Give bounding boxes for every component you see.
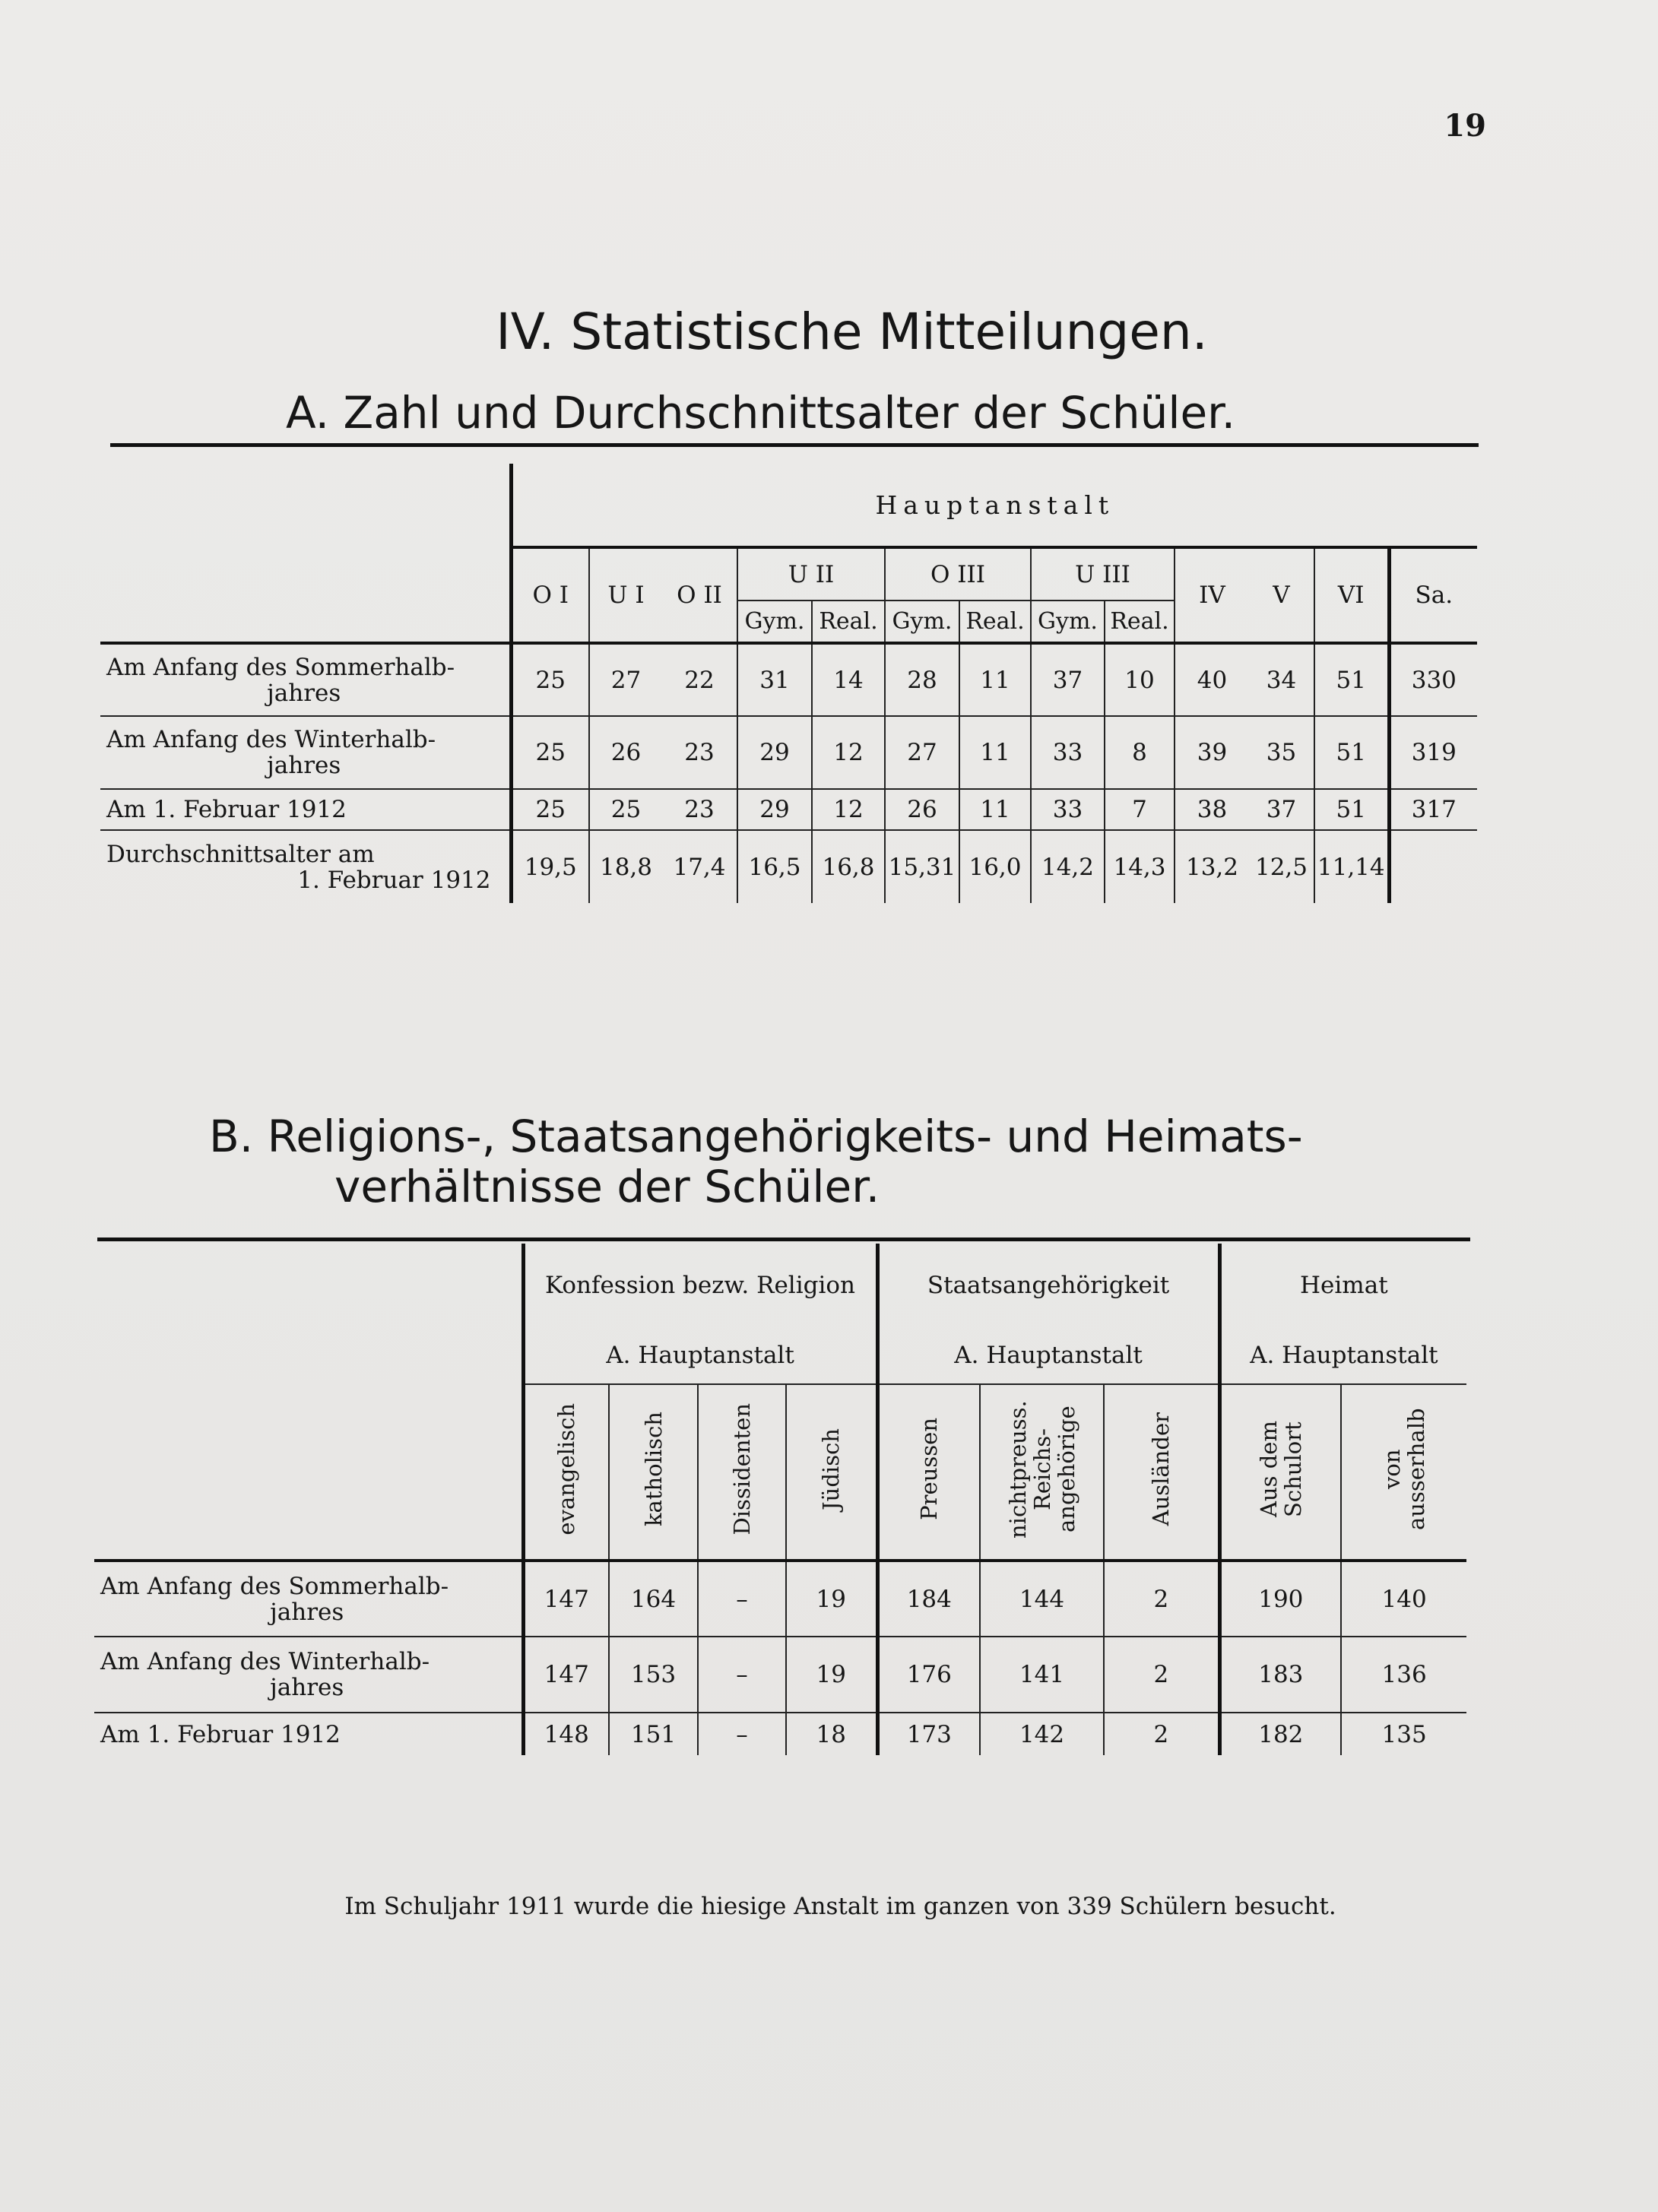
table-cell: 16,5 (737, 830, 812, 903)
table-cell: 10 (1105, 643, 1175, 716)
table-cell: 147 (523, 1561, 609, 1637)
table-row (94, 1637, 1466, 1713)
group-header-konfession: Konfession bezw. Religion (523, 1244, 877, 1327)
column-header (786, 1384, 877, 1561)
sub-header-gym: Gym. (1031, 601, 1105, 643)
group-sub-hauptanstalt: A. Hauptanstalt (1219, 1327, 1466, 1384)
table-a-corner (100, 464, 511, 643)
page-number: 19 (1444, 108, 1486, 144)
col-header-uii: U II (737, 547, 885, 601)
table-cell: 26 (885, 789, 959, 830)
table-cell: 25 (589, 789, 662, 830)
table-cell: 136 (1341, 1637, 1466, 1713)
sub-header-real: Real. (1105, 601, 1175, 643)
table-cell: 19,5 (511, 830, 589, 903)
table-cell: – (698, 1561, 786, 1637)
col-header-sa: Sa. (1389, 547, 1477, 643)
table-b-corner (94, 1244, 523, 1561)
table-cell: 27 (589, 643, 662, 716)
table-cell: 51 (1314, 789, 1389, 830)
table-cell: 151 (609, 1713, 698, 1755)
table-cell: 39 (1175, 716, 1249, 789)
column-header-label: evangelisch (553, 1402, 580, 1535)
table-cell: 144 (980, 1561, 1104, 1637)
col-header-vi: VI (1314, 547, 1389, 643)
table-cell: 317 (1389, 789, 1477, 830)
sub-header-gym: Gym. (885, 601, 959, 643)
col-header-uiii: U III (1031, 547, 1175, 601)
table-cell: 2 (1104, 1713, 1219, 1755)
table-cell: 11 (959, 789, 1031, 830)
table-cell: 14,2 (1031, 830, 1105, 903)
table-cell: 164 (609, 1561, 698, 1637)
table-a-group-header: Hauptanstalt (511, 464, 1477, 547)
table-cell (1389, 830, 1477, 903)
column-header-label: Dissidenten (729, 1402, 755, 1535)
table-cell: 18 (786, 1713, 877, 1755)
col-header-ui: U I (589, 547, 662, 643)
table-cell: 176 (877, 1637, 980, 1713)
group-sub-hauptanstalt: A. Hauptanstalt (877, 1327, 1219, 1384)
col-header-oiii: O III (885, 547, 1031, 601)
column-header-label: Jüdisch (818, 1428, 845, 1510)
table-cell: 14 (812, 643, 885, 716)
table-cell: 37 (1031, 643, 1105, 716)
table-cell: 38 (1175, 789, 1249, 830)
table-row (100, 643, 1477, 716)
column-header-label: Preussen (916, 1418, 943, 1520)
sub-header-real: Real. (812, 601, 885, 643)
table-row (100, 716, 1477, 789)
column-header (877, 1384, 980, 1561)
row-label (100, 716, 511, 789)
sub-header-gym: Gym. (737, 601, 812, 643)
row-label-line1: Am 1. Februar 1912 (100, 1720, 341, 1748)
row-label-line2: jahres (270, 1598, 344, 1626)
table-cell: 17,4 (662, 830, 737, 903)
table-cell: 35 (1249, 716, 1314, 789)
col-header-oii: O II (662, 547, 737, 643)
column-header (1219, 1384, 1341, 1561)
table-cell: – (698, 1713, 786, 1755)
column-header (609, 1384, 698, 1561)
column-header (1341, 1384, 1466, 1561)
table-cell: 190 (1219, 1561, 1341, 1637)
table-cell: 173 (877, 1713, 980, 1755)
table-row (100, 789, 1477, 830)
table-cell: 11 (959, 716, 1031, 789)
table-cell: 25 (511, 789, 589, 830)
table-cell: 31 (737, 643, 812, 716)
col-header-iv: IV (1175, 547, 1249, 643)
column-header-label: Aus dem Schulort (1255, 1421, 1306, 1517)
table-cell: 319 (1389, 716, 1477, 789)
row-label (100, 789, 511, 830)
table-cell: 26 (589, 716, 662, 789)
table-cell: 12 (812, 789, 885, 830)
column-header-label: nichtpreuss. Reichs-angehörige (1004, 1399, 1079, 1539)
section-b-top-rule (97, 1238, 1470, 1241)
column-header (1104, 1384, 1219, 1561)
table-cell: 27 (885, 716, 959, 789)
row-label (94, 1637, 523, 1713)
table-cell: 34 (1249, 643, 1314, 716)
row-label-line1: Durchschnittsalter am (106, 840, 375, 868)
table-cell: 29 (737, 716, 812, 789)
table-cell: 2 (1104, 1637, 1219, 1713)
table-cell: 11 (959, 643, 1031, 716)
column-header-label: von ausserhalb (1379, 1408, 1430, 1530)
section-b-title-line1: B. Religions-, Staatsangehörigkeits- und Heimats- (209, 1111, 1303, 1162)
row-label-line1: Am Anfang des Sommerhalb- (100, 1572, 449, 1600)
section-a-top-rule (110, 443, 1479, 447)
table-row (100, 830, 1477, 903)
table-a (100, 464, 1477, 903)
table-cell: 15,31 (885, 830, 959, 903)
table-cell: 7 (1105, 789, 1175, 830)
column-header (980, 1384, 1104, 1561)
table-cell: 142 (980, 1713, 1104, 1755)
table-row (94, 1561, 1466, 1637)
table-cell: 29 (737, 789, 812, 830)
table-cell: 184 (877, 1561, 980, 1637)
table-cell: 28 (885, 643, 959, 716)
table-cell: 148 (523, 1713, 609, 1755)
main-title: IV. Statistische Mitteilungen. (496, 303, 1208, 361)
table-cell: 183 (1219, 1637, 1341, 1713)
table-cell: 14,3 (1105, 830, 1175, 903)
table-cell: 22 (662, 643, 737, 716)
row-label (100, 830, 511, 903)
row-label-line1: Am Anfang des Sommerhalb- (106, 653, 455, 681)
row-label (100, 643, 511, 716)
table-cell: 13,2 (1175, 830, 1249, 903)
row-label-line1: Am Anfang des Winterhalb- (106, 726, 436, 753)
column-header-label: Ausländer (1148, 1412, 1175, 1526)
section-b-title-line2: verhältnisse der Schüler. (334, 1161, 880, 1212)
table-cell: 23 (662, 716, 737, 789)
group-sub-hauptanstalt: A. Hauptanstalt (523, 1327, 877, 1384)
table-cell: 8 (1105, 716, 1175, 789)
row-label (94, 1561, 523, 1637)
table-cell: 40 (1175, 643, 1249, 716)
section-a-title: A. Zahl und Durchschnittsalter der Schüler. (286, 387, 1236, 439)
table-cell: 12 (812, 716, 885, 789)
table-cell: 33 (1031, 716, 1105, 789)
table-cell: 135 (1341, 1713, 1466, 1755)
footnote: Im Schuljahr 1911 wurde die hiesige Anstalt im ganzen von 339 Schülern besucht. (344, 1893, 1336, 1920)
table-cell: 25 (511, 716, 589, 789)
table-cell: 11,14 (1314, 830, 1389, 903)
table-cell: 37 (1249, 789, 1314, 830)
table-cell: 147 (523, 1637, 609, 1713)
column-header (523, 1384, 609, 1561)
column-header (698, 1384, 786, 1561)
group-header-staatsangehoerigkeit: Staatsangehörigkeit (877, 1244, 1219, 1327)
row-label-line1: Am 1. Februar 1912 (106, 796, 347, 823)
table-cell: 182 (1219, 1713, 1341, 1755)
table-cell: 16,0 (959, 830, 1031, 903)
table-cell: 141 (980, 1637, 1104, 1713)
table-cell: 51 (1314, 716, 1389, 789)
table-row (94, 1713, 1466, 1755)
table-cell: 153 (609, 1637, 698, 1713)
table-cell: 23 (662, 789, 737, 830)
table-cell: 330 (1389, 643, 1477, 716)
table-cell: 2 (1104, 1561, 1219, 1637)
table-cell: 25 (511, 643, 589, 716)
group-header-heimat: Heimat (1219, 1244, 1466, 1327)
col-header-v: V (1249, 547, 1314, 643)
sub-header-real: Real. (959, 601, 1031, 643)
table-cell: 19 (786, 1561, 877, 1637)
table-cell: 19 (786, 1637, 877, 1713)
section-b-title (209, 1111, 1303, 1212)
table-cell: 33 (1031, 789, 1105, 830)
row-label-line1: Am Anfang des Winterhalb- (100, 1648, 430, 1675)
column-header-label: katholisch (640, 1411, 667, 1526)
row-label-line2: jahres (267, 752, 341, 779)
table-cell: – (698, 1637, 786, 1713)
row-label (94, 1713, 523, 1755)
row-label-line2: 1. Februar 1912 (297, 866, 491, 894)
row-label-line2: jahres (270, 1674, 344, 1701)
table-b (94, 1244, 1466, 1755)
table-cell: 51 (1314, 643, 1389, 716)
table-cell: 16,8 (812, 830, 885, 903)
table-cell: 140 (1341, 1561, 1466, 1637)
table-cell: 12,5 (1249, 830, 1314, 903)
table-cell: 18,8 (589, 830, 662, 903)
row-label-line2: jahres (267, 679, 341, 707)
col-header-oi: O I (511, 547, 589, 643)
